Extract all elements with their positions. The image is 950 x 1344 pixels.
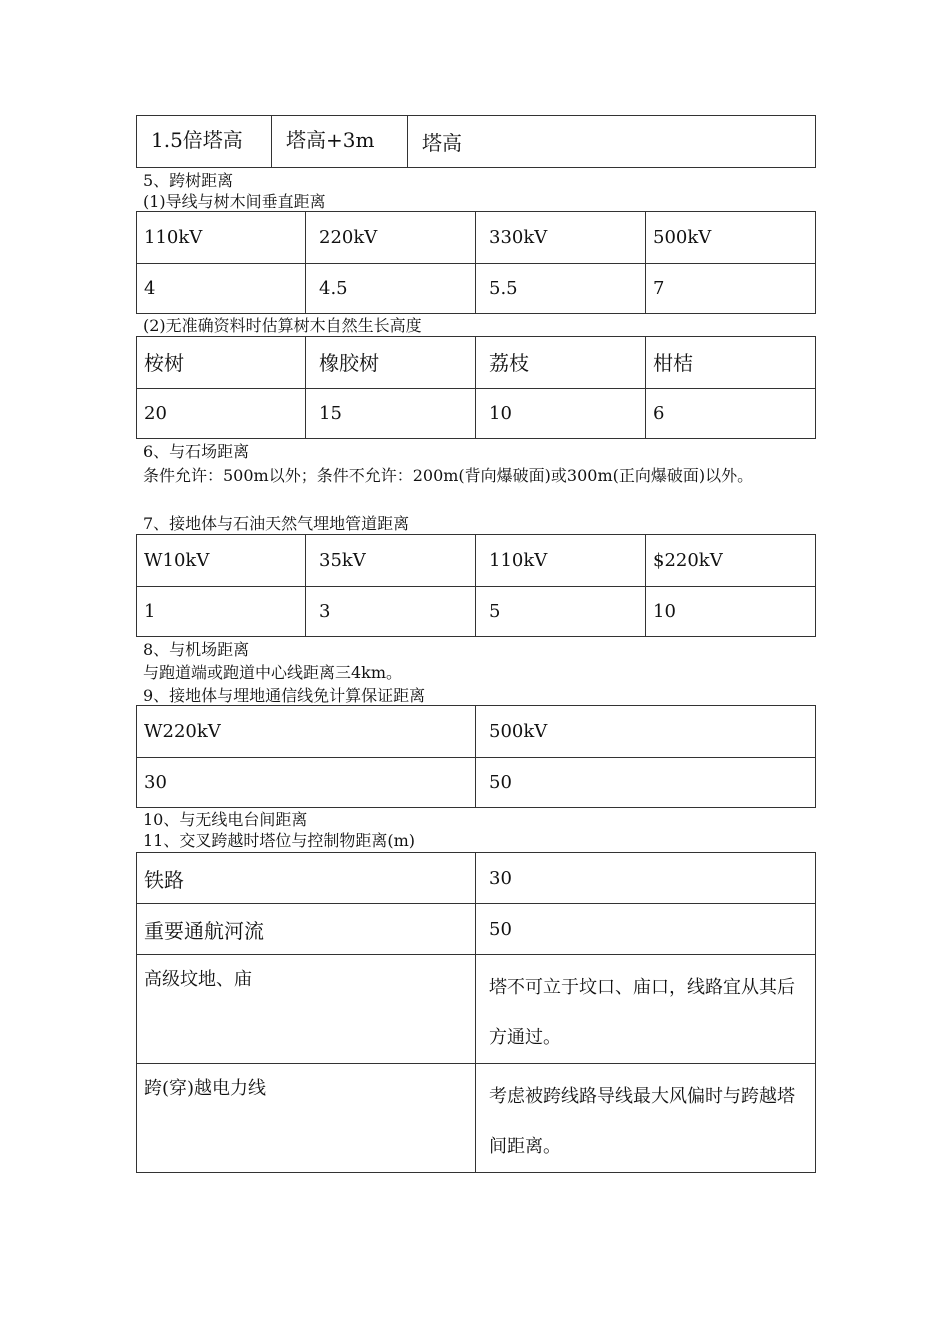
section-5-heading: 5、跨树距离	[143, 171, 234, 190]
section-9-heading: 9、接地体与埋地通信线免计算保证距离	[143, 686, 426, 705]
tree-height-table	[136, 336, 816, 439]
table-header-cell: W220kV	[137, 706, 476, 758]
section-10-heading: 10、与无线电台间距离	[143, 810, 308, 829]
table-header-cell: 35kV	[306, 535, 476, 587]
table-header-cell: 110kV	[137, 212, 306, 264]
table-cell: 10	[646, 587, 816, 637]
section-7-heading: 7、接地体与石油天然气埋地管道距离	[143, 514, 410, 533]
table-header-cell: 荔枝	[476, 337, 646, 389]
table-cell: 塔高+3m	[272, 116, 408, 168]
table-header-cell: 330kV	[476, 212, 646, 264]
table-cell: 3	[306, 587, 476, 637]
table-cell: 高级坟地、庙	[137, 955, 476, 1064]
grounding-pipeline-distance-table	[136, 534, 816, 637]
table-cell: 30	[137, 758, 476, 808]
table-cell: 跨(穿)越电力线	[137, 1064, 476, 1173]
section-6-text: 条件允许：500m以外；条件不允许：200m(背向爆破面)或300m(正向爆破面)以外。	[143, 466, 754, 485]
table-cell: 4.5	[306, 264, 476, 314]
table-header-cell: 橡胶树	[306, 337, 476, 389]
table-cell: 5	[476, 587, 646, 637]
table-cell: 50	[476, 758, 816, 808]
table-cell: 4	[137, 264, 306, 314]
table-cell: 30	[476, 853, 816, 904]
tree-vertical-distance-table	[136, 211, 816, 314]
table-header-cell: 500kV	[646, 212, 816, 264]
table-cell: 考虑被跨线路导线最大风偏时与跨越塔间距离。	[476, 1064, 816, 1173]
table-cell: 20	[137, 389, 306, 439]
section-5-2-heading: (2)无准确资料时估算树木自然生长高度	[143, 316, 422, 335]
section-8-text: 与跑道端或跑道中心线距离三4km。	[143, 663, 403, 682]
table-cell: 15	[306, 389, 476, 439]
table-cell: 塔不可立于坟口、庙口，线路宜从其后方通过。	[476, 955, 816, 1064]
table-cell: 50	[476, 904, 816, 955]
table-cell: 1	[137, 587, 306, 637]
table-header-cell: $220kV	[646, 535, 816, 587]
table-cell: 10	[476, 389, 646, 439]
table-cell: 塔高	[408, 116, 816, 168]
section-5-1-heading: (1)导线与树木间垂直距离	[143, 192, 326, 211]
tower-height-table	[136, 115, 816, 168]
comm-line-distance-table	[136, 705, 816, 808]
table-header-cell: 桉树	[137, 337, 306, 389]
table-cell: 铁路	[137, 853, 476, 904]
section-6-heading: 6、与石场距离	[143, 442, 250, 461]
table-header-cell: 柑桔	[646, 337, 816, 389]
crossing-control-distance-table	[136, 852, 816, 1173]
section-11-heading: 11、交叉跨越时塔位与控制物距离(m)	[143, 831, 416, 850]
table-cell: 7	[646, 264, 816, 314]
table-header-cell: 500kV	[476, 706, 816, 758]
table-header-cell: 110kV	[476, 535, 646, 587]
table-cell: 6	[646, 389, 816, 439]
table-cell: 1.5倍塔高	[137, 116, 272, 168]
table-header-cell: W10kV	[137, 535, 306, 587]
table-header-cell: 220kV	[306, 212, 476, 264]
table-cell: 重要通航河流	[137, 904, 476, 955]
table-cell: 5.5	[476, 264, 646, 314]
section-8-heading: 8、与机场距离	[143, 640, 250, 659]
